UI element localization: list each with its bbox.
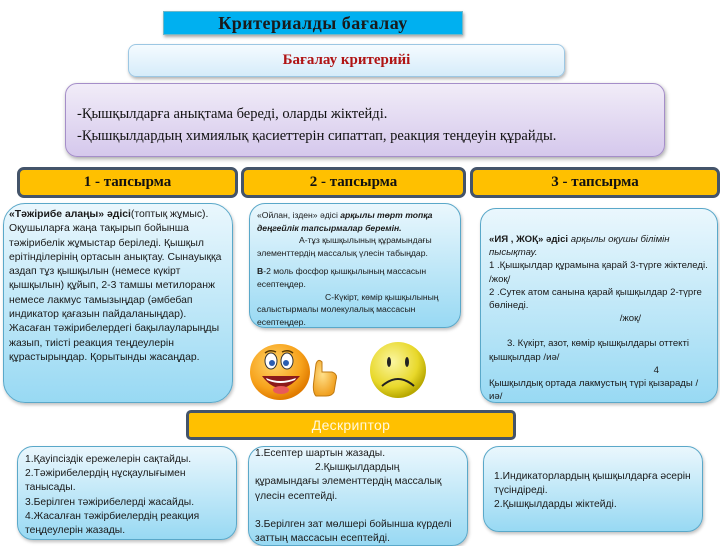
descriptor-card-1	[17, 446, 237, 540]
task-1-body: Оқушыларға жаңа тақырып бойынша тәжірибелік жұмыстар беріледі. Қышқыл ерітінділерінің ортасын анықтау. Сынауыққа аздап тұз қышқылын (немесе күкірт қышқылын) құйып, 2-3 тамшы метилоранж немесе лакмус тамызыңдар (әмбебап индикатор қағазын пайдаланыңдар). Жасаған тәжірибелердегі бақылауларыңды жазып, тиісті реакция теңдеулерін құрастырыңдар. Қорытынды жасаңдар.	[9, 223, 222, 363]
task-tab-2[interactable]: 2 - тапсырма	[241, 167, 466, 198]
task-3-method: «ИЯ , ЖОҚ» әдісі	[489, 234, 569, 245]
task-2-item-prefix: В	[257, 266, 264, 277]
task-1-card	[3, 203, 233, 403]
task-1-method-note: (топтық жұмыс).	[130, 209, 209, 220]
task-2-method: «Ойлан, ізден» әдісі	[257, 210, 338, 220]
descriptor-item: 3.Берілген зат мөлшері бойынша күрделі заттың массасын есептейді.	[255, 518, 452, 545]
task-3-card	[480, 208, 718, 403]
descriptor-card-3	[483, 446, 703, 532]
descriptor-item: 3.Берілген тәжірибелерді жасайды.	[25, 496, 195, 508]
task-tab-1[interactable]: 1 - тапсырма	[17, 167, 238, 198]
task-3-item: 4	[653, 364, 659, 376]
descriptor-heading: Дескриптор	[186, 410, 516, 440]
descriptor-item: 2.Қышқылдардың құрамындағы элементтердің массалық үлесін есептейді.	[255, 462, 442, 502]
task-3-item: 1 .Қышқылдар құрамына қарай 3-түрге жіктеледі. /жоқ/	[489, 260, 708, 285]
learning-goals-box	[65, 83, 665, 157]
descriptor-item: 1.Есептер шартын жазады.	[255, 448, 386, 459]
task-2-method-note: арқылы төрт топқа деңгейлік тапсырмалар беремін.	[257, 210, 433, 233]
task-2-item-prefix: С	[325, 291, 332, 302]
descriptor-item: 1.Индикаторлардың қышқылдарға әсерін түсіндіреді.	[494, 471, 691, 497]
task-2-item-prefix: А	[299, 235, 305, 246]
task-2-item-text: -Күкірт, көмір қышқылының салыстырмалы молекулалық массасын есептеңдер.	[257, 291, 439, 327]
task-2-item-text: -тұз қышқылының құрамындағы элементтердің массалық үлесін табыңдар.	[257, 235, 432, 258]
task-3-item: /жоқ/	[619, 313, 641, 325]
descriptor-card-2	[248, 446, 468, 546]
goal-item: -Қышқылдарға анықтама береді, оларды жіктейді.	[77, 106, 388, 122]
descriptor-item: 4.Жасалған тәжірбиелердің реакция теңдеулерін жазады.	[25, 510, 200, 537]
goal-item: -Қышқылдардың химиялық қасиеттерін сипаттап, реакция теңдеуін құрайды.	[77, 128, 557, 144]
descriptor-item: 1.Қауіпсіздік ережелерін сақтайды.	[25, 454, 192, 465]
task-2-item-text: -2 моль фосфор қышқылының массасын есептеңдер.	[257, 266, 427, 289]
page-title: Критериалды бағалау	[163, 11, 463, 35]
task-3-item: 2 .Сутек атом санына қарай қышқылдар 2-түрге бөлінеді.	[489, 286, 702, 312]
task-1-method: «Тәжірибе алаңы» әдісі	[9, 209, 131, 220]
sad-face-icon	[368, 340, 428, 400]
happy-face-thumbs-up-icon	[250, 340, 340, 402]
task-tab-3[interactable]: 3 - тапсырма	[470, 167, 720, 198]
descriptor-item: 2.Тәжірибелердің нұсқаулығымен танысады.	[25, 468, 186, 494]
task-2-card	[249, 203, 461, 328]
task-3-item: Қышқылдық ортада лакмустың түрі қызарады /иә/	[489, 378, 699, 403]
criteria-heading: Бағалау критерийі	[128, 44, 565, 77]
task-3-method-note: арқылы оқушы білімін пысықтау.	[489, 234, 670, 259]
descriptor-item: 2.Қышқылдарды жіктейді.	[494, 499, 617, 511]
task-3-item: 3. Күкірт, азот, көмір қышқылдары оттекті қышқылдар /иә/	[489, 338, 690, 363]
